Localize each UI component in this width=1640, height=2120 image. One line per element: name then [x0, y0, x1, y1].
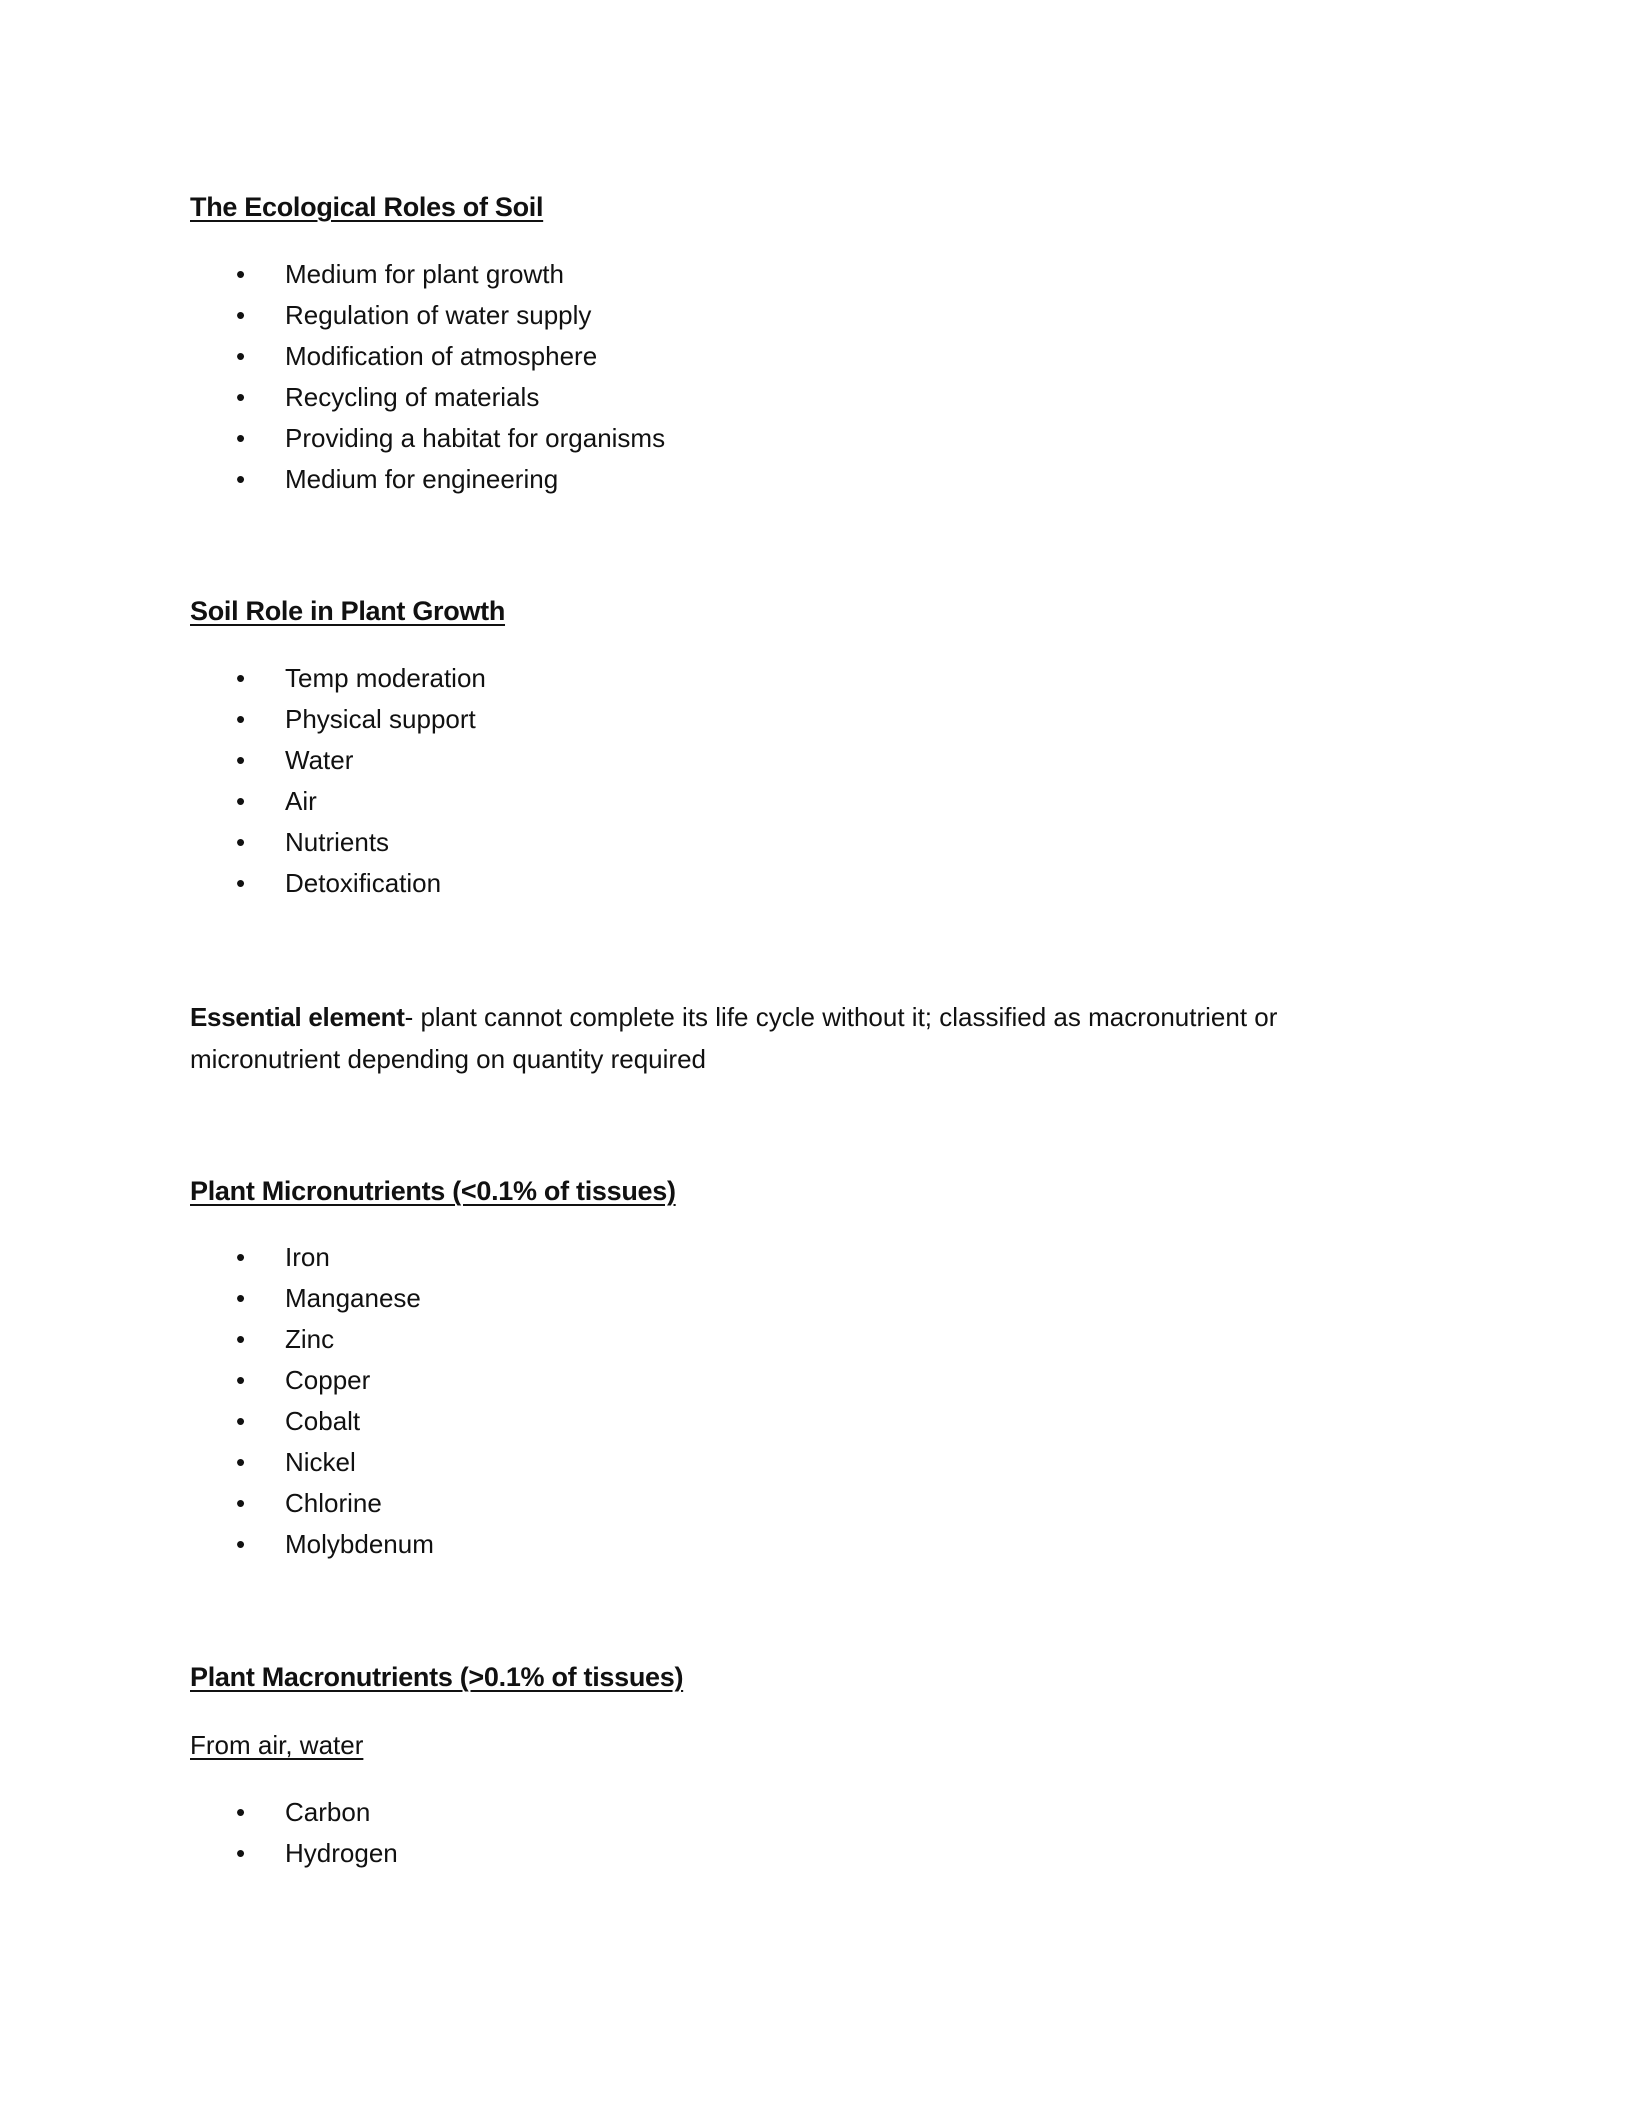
list-item-text: Cobalt [285, 1406, 361, 1436]
heading-ecological-roles: The Ecological Roles of Soil [190, 192, 544, 222]
bullet-icon: • [236, 1242, 246, 1272]
bullet-icon: • [236, 423, 246, 453]
list-item-text: Temp moderation [285, 663, 486, 693]
list-item-text: Nickel [285, 1447, 356, 1477]
bullet-icon: • [236, 1324, 246, 1354]
list-item-text: Copper [285, 1365, 371, 1395]
list-item-text: Regulation of water supply [285, 300, 592, 330]
list-item-text: Zinc [285, 1324, 335, 1354]
bullet-icon: • [236, 1529, 246, 1559]
bullet-icon: • [236, 827, 246, 857]
subheading-from-air-water: From air, water [190, 1730, 364, 1760]
bullet-icon: • [236, 300, 246, 330]
list-item-text: Medium for engineering [285, 464, 559, 494]
list-item-text: Manganese [285, 1283, 421, 1313]
list-item-text: Molybdenum [285, 1529, 434, 1559]
list-item-text: Air [285, 786, 317, 816]
list-item-text: Physical support [285, 704, 476, 734]
bullet-icon: • [236, 464, 246, 494]
bullet-icon: • [236, 1488, 246, 1518]
list-item-text: Carbon [285, 1797, 371, 1827]
bullet-icon: • [236, 704, 246, 734]
bullet-icon: • [236, 259, 246, 289]
bullet-icon: • [236, 1447, 246, 1477]
list-item-text: Water [285, 745, 354, 775]
bullet-icon: • [236, 663, 246, 693]
definition-text: - plant cannot complete its life cycle without it; classified as macronutrient or micronutrient depending on quantity required [190, 1002, 1278, 1074]
list-item-text: Modification of atmosphere [285, 341, 598, 371]
bullet-icon: • [236, 868, 246, 898]
bullet-icon: • [236, 1406, 246, 1436]
bullet-icon: • [236, 382, 246, 412]
bullet-icon: • [236, 341, 246, 371]
list-item-text: Iron [285, 1242, 330, 1272]
heading-soil-role-plant-growth: Soil Role in Plant Growth [190, 596, 506, 626]
list-item-text: Nutrients [285, 827, 390, 857]
list-item-text: Hydrogen [285, 1838, 398, 1868]
list-item-text: Providing a habitat for organisms [285, 423, 666, 453]
list-item-text: Medium for plant growth [285, 259, 564, 289]
essential-element-definition [190, 996, 1410, 1080]
bullet-icon: • [236, 1838, 246, 1868]
bullet-icon: • [236, 1283, 246, 1313]
list-item-text: Recycling of materials [285, 382, 540, 412]
list-item-text: Detoxification [285, 868, 442, 898]
bullet-icon: • [236, 745, 246, 775]
list-item-text: Chlorine [285, 1488, 382, 1518]
definition-term: Essential element [190, 1002, 405, 1032]
bullet-icon: • [236, 1797, 246, 1827]
bullet-icon: • [236, 786, 246, 816]
heading-macronutrients: Plant Macronutrients (>0.1% of tissues) [190, 1662, 684, 1692]
heading-micronutrients: Plant Micronutrients (<0.1% of tissues) [190, 1176, 676, 1206]
bullet-icon: • [236, 1365, 246, 1395]
